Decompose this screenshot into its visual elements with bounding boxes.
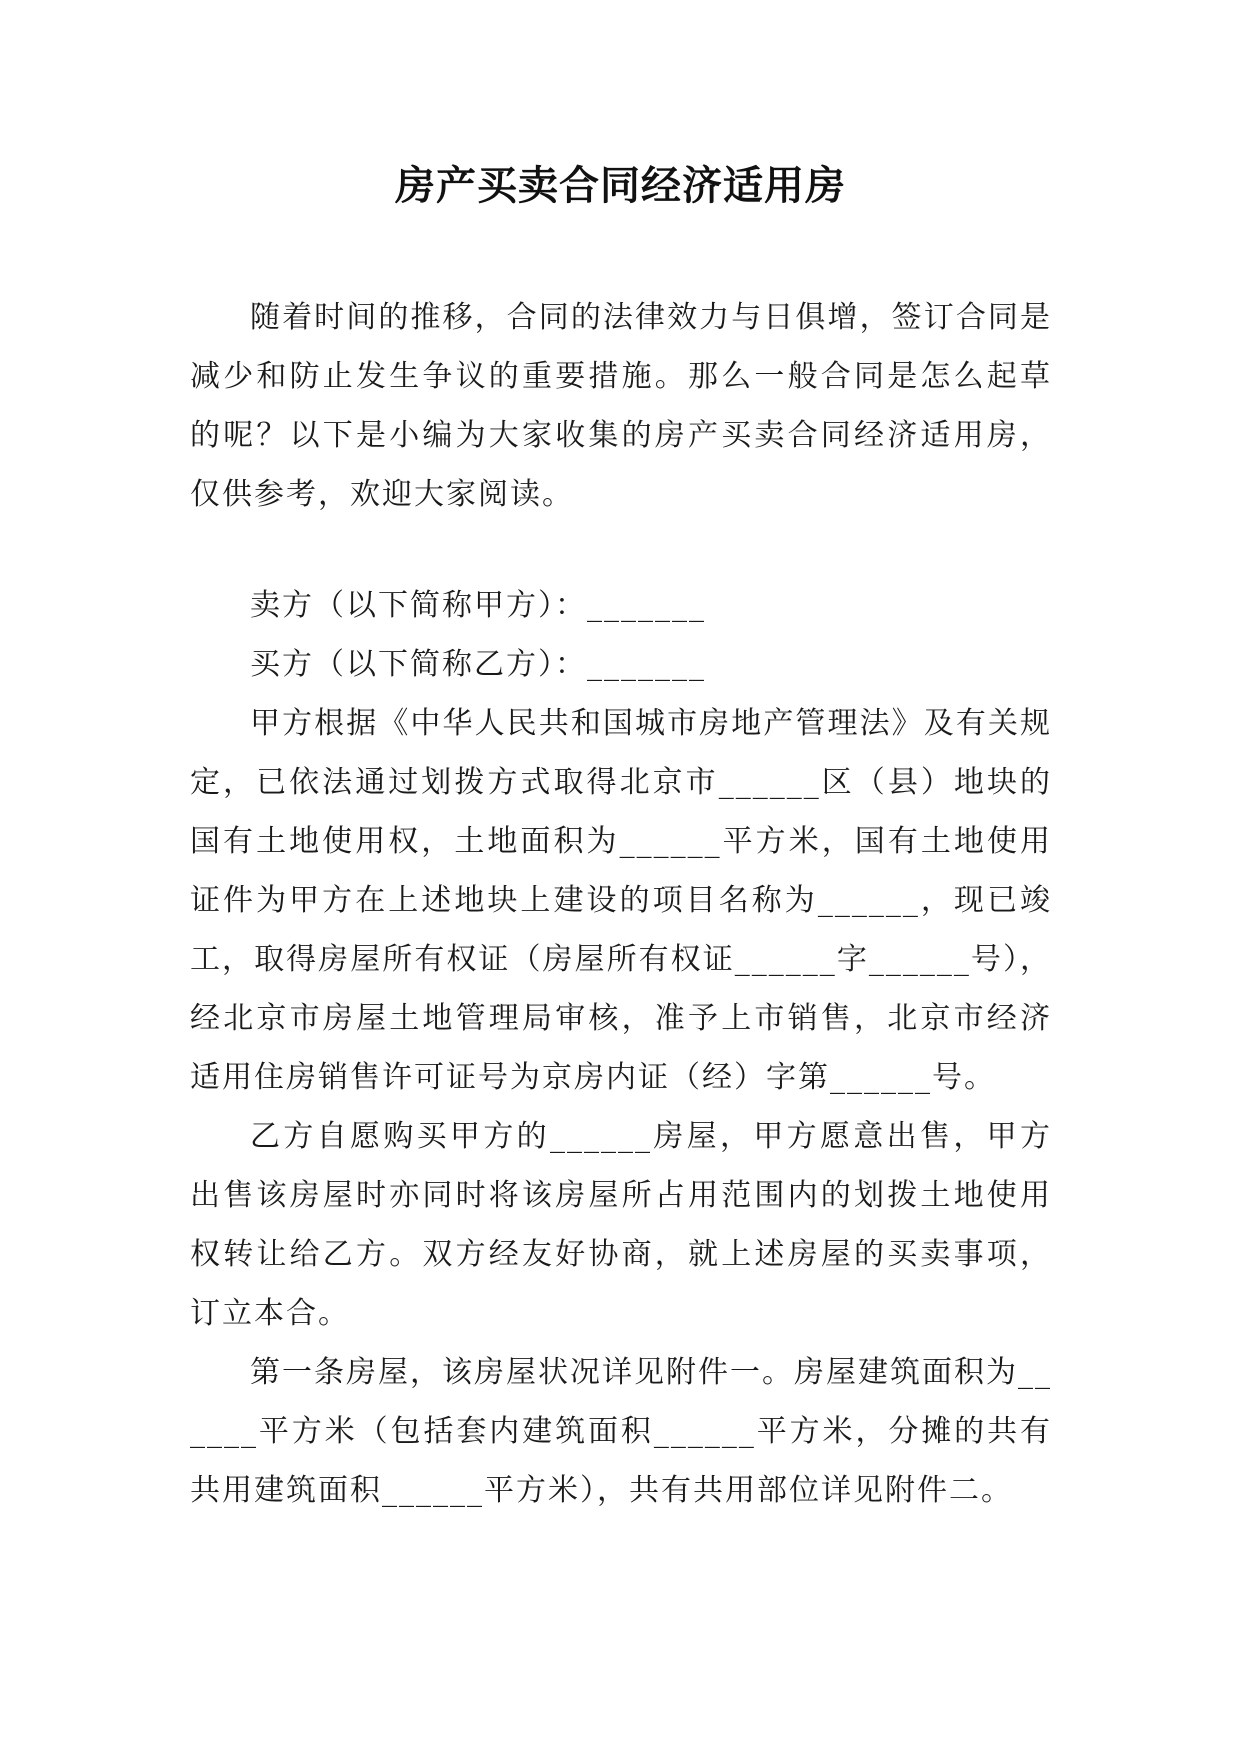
purchase-agreement-paragraph: 乙方自愿购买甲方的______房屋，甲方愿意出售，甲方出售该房屋时亦同时将该房屋所占用范围内的划拨土地使用权转让给乙方。双方经友好协商，就上述房屋的买卖事项，订立本合。 bbox=[190, 1119, 1052, 1331]
intro-paragraph: 随着时间的推移，合同的法律效力与日俱增，签订合同是减少和防止发生争议的重要措施。那么一般合同是怎么起草的呢？以下是小编为大家收集的房产买卖合同经济适用房，仅供参考，欢迎大家阅读。 bbox=[190, 300, 1052, 512]
document-title: 房产买卖合同经济适用房 bbox=[395, 163, 846, 209]
article-one-paragraph: 第一条房屋，该房屋状况详见附件一。房屋建筑面积为______平方米（包括套内建筑面积______平方米，分摊的共有共用建筑面积______平方米），共有共用部位详见附件二。 bbox=[190, 1355, 1052, 1508]
contract-body bbox=[190, 576, 1052, 1520]
seller-line: 卖方（以下简称甲方）：_______ bbox=[250, 588, 706, 623]
buyer-line: 买方（以下简称乙方）：_______ bbox=[250, 647, 706, 682]
land-rights-paragraph: 甲方根据《中华人民共和国城市房地产管理法》及有关规定，已依法通过划拨方式取得北京市______区（县）地块的国有土地使用权，土地面积为______平方米，国有土地使用证件为甲方在上述地块上建设的项目名称为______，现已竣工，取得房屋所有权证（房屋所有权证______字______号），经北京市房屋土地管理局审核，准予上市销售，北京市经济适用住房销售许可证号为京房内证（经）字第______号。 bbox=[190, 706, 1052, 1095]
intro-section bbox=[190, 288, 1052, 524]
